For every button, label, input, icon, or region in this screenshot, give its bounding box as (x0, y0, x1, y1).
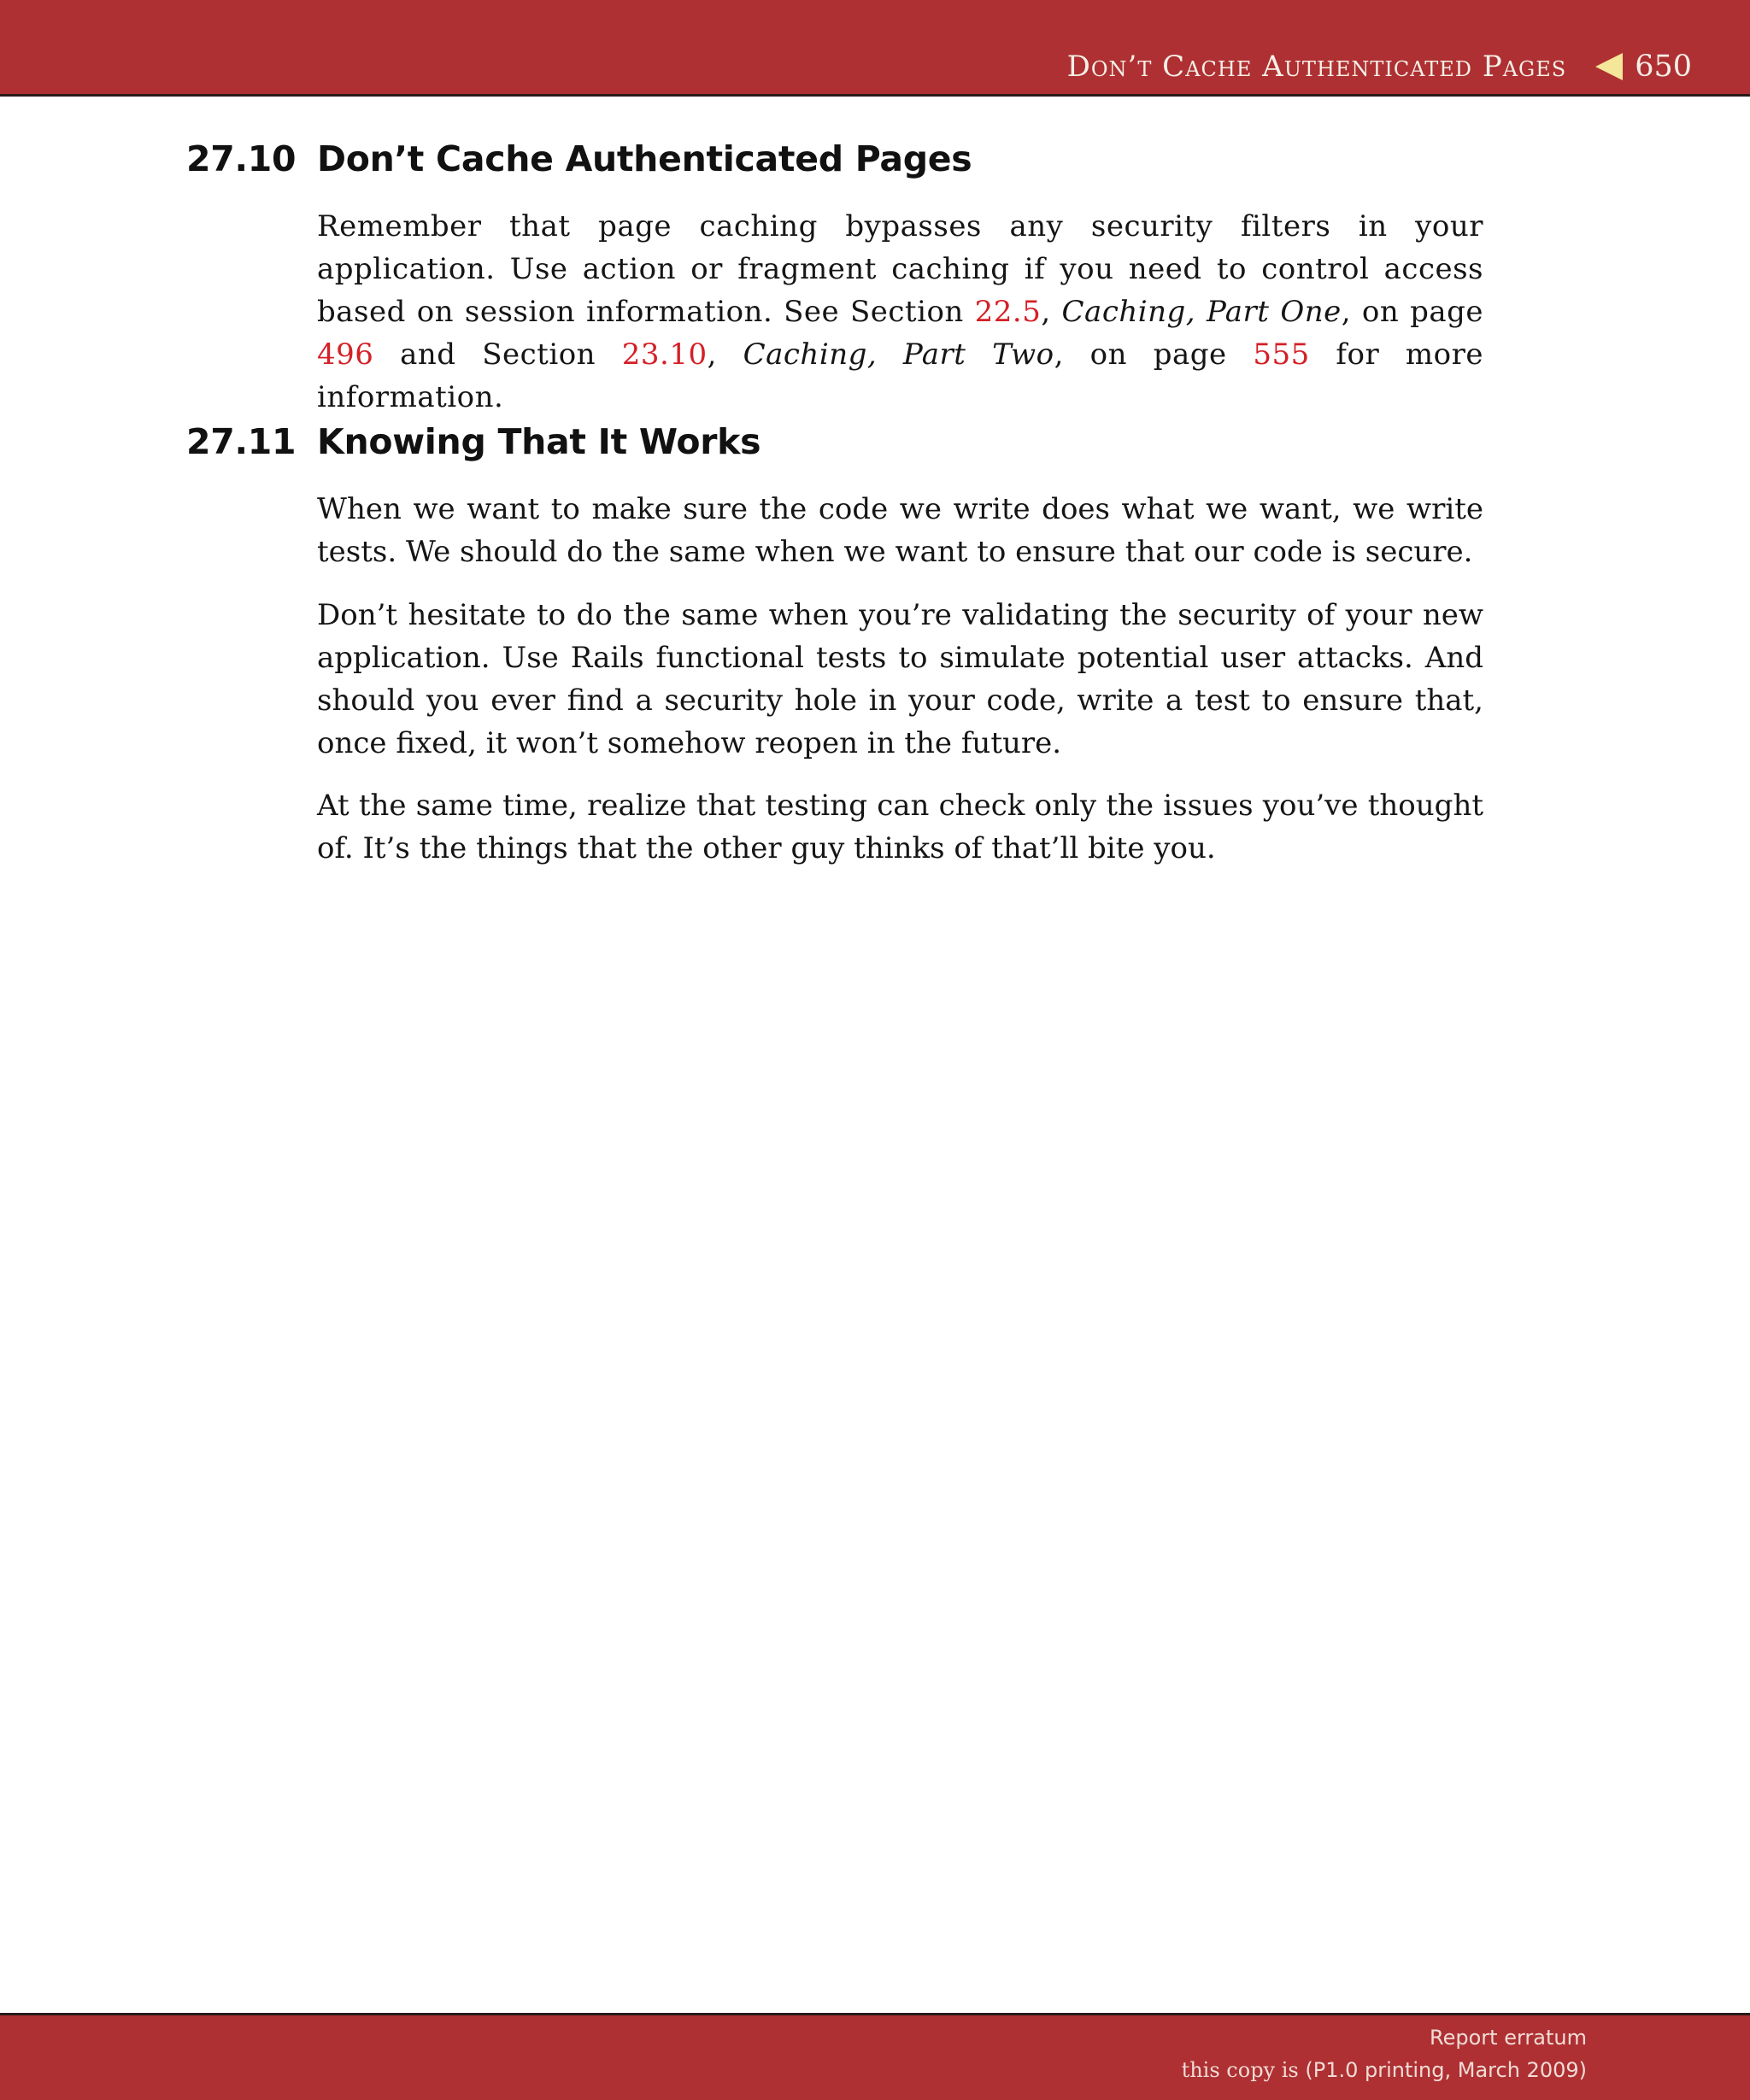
section-title: Don’t Cache Authenticated Pages (317, 138, 972, 179)
text-run: , (707, 337, 743, 372)
paragraph: At the same time, realize that testing can check only the issues you’ve thought of. It’s the things that the other guy thinks of that’ll bite you. (317, 789, 1483, 865)
paragraph: When we want to make sure the code we write does what we want, we write tests. We should do the same when we want to ensure that our code is secure. (317, 492, 1483, 569)
text-run: for more information. (317, 337, 1483, 414)
copy-info-lead: this copy is (1181, 2058, 1299, 2082)
copy-info (1182, 2058, 1587, 2082)
section-title: Knowing That It Works (317, 421, 761, 462)
running-title: Don’t Cache Authenticated Pages (1066, 50, 1567, 84)
section-title-ref: Caching, Part One (1061, 295, 1342, 329)
text-run: Remember that page caching bypasses any security filters in your application. Use action or fragment caching if you need to control access based on session information. See Section (317, 209, 1483, 329)
report-erratum-link[interactable]: Report erratum (1430, 2026, 1587, 2050)
section-number: 27.10 (186, 138, 297, 179)
paragraph: Don’t hesitate to do the same when you’re validating the security of your new application. Use Rails functional tests to simulate potential user attacks. And should you ever find a security hole in your code, write a test to ensure that, once fixed, it won’t somehow reopen in the future. (317, 598, 1483, 760)
page-number: 650 (1635, 50, 1692, 84)
text-run: , (1041, 295, 1062, 329)
page-link-496[interactable]: 496 (317, 337, 374, 372)
copy-info-printing: (P1.0 printing, March 2009) (1298, 2058, 1587, 2082)
section-heading-27-10 (186, 138, 972, 179)
page-link-555[interactable]: 555 (1253, 337, 1310, 372)
previous-page-arrow-icon[interactable] (1595, 53, 1623, 80)
header-bar (0, 0, 1750, 97)
footer-bar (0, 2013, 1750, 2100)
running-head (1067, 50, 1692, 84)
text-run: , on page (1054, 337, 1254, 372)
section-link-22-5[interactable]: 22.5 (974, 295, 1042, 329)
text-run: , on page (1341, 295, 1483, 329)
text-run: and Section (373, 337, 622, 372)
section-title-ref: Caching, Part Two (743, 337, 1054, 372)
section-link-23-10[interactable]: 23.10 (621, 337, 708, 372)
section-heading-27-11 (186, 421, 760, 462)
paragraph (317, 205, 1483, 419)
section-number: 27.11 (186, 421, 297, 462)
